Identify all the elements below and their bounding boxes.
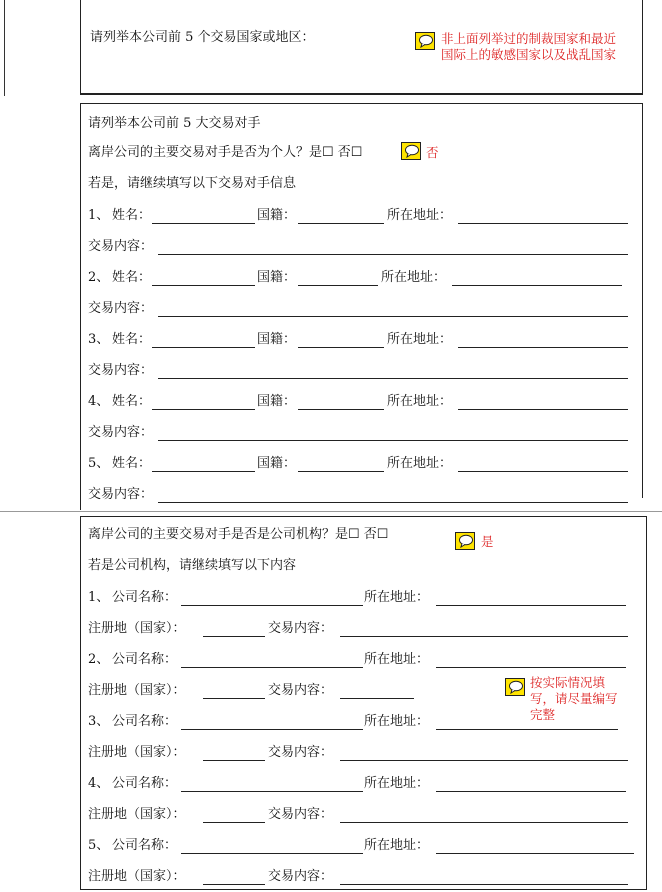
content-label: 交易内容： xyxy=(88,301,154,316)
content-field[interactable] xyxy=(340,822,628,823)
row-number: 5、 xyxy=(88,456,110,471)
company-field[interactable] xyxy=(181,791,363,792)
comment-bubble-icon xyxy=(401,142,421,160)
content-label: 交易内容： xyxy=(268,621,334,636)
section1-note-line1: 非上面列举过的制裁国家和最近 xyxy=(441,31,617,46)
nationality-field[interactable] xyxy=(298,285,378,286)
address-field[interactable] xyxy=(436,667,626,668)
content-field[interactable] xyxy=(158,440,628,441)
content-field[interactable] xyxy=(158,316,628,317)
address-label: 所在地址： xyxy=(364,776,430,791)
comment-bubble-icon xyxy=(455,532,475,550)
company-field[interactable] xyxy=(181,667,363,668)
comment-bubble-icon xyxy=(505,678,525,696)
content-label: 交易内容： xyxy=(268,869,334,884)
registry-label: 注册地（国家）： xyxy=(88,807,186,822)
nationality-field[interactable] xyxy=(298,223,384,224)
address-label: 所在地址： xyxy=(364,714,430,729)
row-number: 2、 xyxy=(88,270,110,285)
row-number: 4、 xyxy=(88,394,110,409)
section3-note2-line2: 写，请尽量编写 xyxy=(530,691,618,706)
row-number: 1、 xyxy=(88,208,110,223)
content-field[interactable] xyxy=(158,254,628,255)
address-label: 所在地址： xyxy=(381,270,447,285)
row-number: 3、 xyxy=(88,714,110,729)
company-field[interactable] xyxy=(181,729,363,730)
address-field[interactable] xyxy=(436,605,626,606)
content-label: 交易内容： xyxy=(88,239,154,254)
address-field[interactable] xyxy=(436,853,634,854)
section2-question: 离岸公司的主要交易对手是否为个人？是☐ 否☐ xyxy=(88,145,363,160)
address-field[interactable] xyxy=(452,285,622,286)
address-field[interactable] xyxy=(458,471,628,472)
nationality-label: 国籍： xyxy=(257,332,297,347)
section3-note2-line1: 按实际情况填 xyxy=(530,675,606,690)
section3-question: 离岸公司的主要交易对手是否是公司机构？是☐ 否☐ xyxy=(88,527,389,542)
address-label: 所在地址： xyxy=(364,590,430,605)
name-label: 姓名： xyxy=(112,270,152,285)
section2-instruction: 若是，请继续填写以下交易对手信息 xyxy=(88,176,297,191)
content-label: 交易内容： xyxy=(268,807,334,822)
content-label: 交易内容： xyxy=(88,425,154,440)
content-field[interactable] xyxy=(340,636,628,637)
company-label: 公司名称： xyxy=(112,776,178,791)
content-field[interactable] xyxy=(158,502,628,503)
name-field[interactable] xyxy=(152,223,255,224)
company-label: 公司名称： xyxy=(112,590,178,605)
content-field[interactable] xyxy=(340,760,628,761)
registry-label: 注册地（国家）： xyxy=(88,745,186,760)
content-label: 交易内容： xyxy=(88,363,154,378)
section1-note-line2: 国际上的敏感国家以及战乱国家 xyxy=(441,47,617,62)
company-field[interactable] xyxy=(181,853,363,854)
section2-box xyxy=(80,103,643,510)
address-label: 所在地址： xyxy=(387,394,453,409)
address-field[interactable] xyxy=(436,729,618,730)
name-field[interactable] xyxy=(152,409,255,410)
section3-note2-line3: 完整 xyxy=(530,707,556,722)
registry-field[interactable] xyxy=(203,636,265,637)
registry-label: 注册地（国家）： xyxy=(88,621,186,636)
company-label: 公司名称： xyxy=(112,652,178,667)
nationality-label: 国籍： xyxy=(257,456,297,471)
name-field[interactable] xyxy=(152,347,255,348)
nationality-field[interactable] xyxy=(298,347,384,348)
margin-line xyxy=(4,0,5,96)
company-field[interactable] xyxy=(181,605,363,606)
content-field[interactable] xyxy=(340,698,414,699)
content-field[interactable] xyxy=(340,884,628,885)
address-field[interactable] xyxy=(436,791,626,792)
company-label: 公司名称： xyxy=(112,838,178,853)
row-number: 1、 xyxy=(88,590,110,605)
row-number: 5、 xyxy=(88,838,110,853)
registry-label: 注册地（国家）： xyxy=(88,869,186,884)
row-number: 2、 xyxy=(88,652,110,667)
content-label: 交易内容： xyxy=(268,683,334,698)
nationality-label: 国籍： xyxy=(257,208,297,223)
row-number: 3、 xyxy=(88,332,110,347)
address-label: 所在地址： xyxy=(387,208,453,223)
address-label: 所在地址： xyxy=(387,332,453,347)
name-field[interactable] xyxy=(152,471,255,472)
address-label: 所在地址： xyxy=(364,652,430,667)
nationality-field[interactable] xyxy=(298,471,384,472)
name-label: 姓名： xyxy=(112,208,152,223)
address-label: 所在地址： xyxy=(387,456,453,471)
address-field[interactable] xyxy=(458,347,628,348)
address-field[interactable] xyxy=(458,223,628,224)
address-field[interactable] xyxy=(458,409,628,410)
row-number: 4、 xyxy=(88,776,110,791)
section3-instruction: 若是公司机构，请继续填写以下内容 xyxy=(88,558,297,573)
section2-note: 否 xyxy=(426,145,439,160)
nationality-field[interactable] xyxy=(298,409,384,410)
comment-bubble-icon xyxy=(415,32,435,50)
section1-question: 请列举本公司前 5 个交易国家或地区： xyxy=(90,30,315,45)
name-field[interactable] xyxy=(152,285,255,286)
address-label: 所在地址： xyxy=(364,838,430,853)
section2-title: 请列举本公司前 5 大交易对手 xyxy=(88,116,261,131)
registry-field[interactable] xyxy=(203,760,265,761)
registry-label: 注册地（国家）： xyxy=(88,683,186,698)
name-label: 姓名： xyxy=(112,332,152,347)
content-label: 交易内容： xyxy=(268,745,334,760)
divider xyxy=(0,511,662,512)
registry-field[interactable] xyxy=(203,698,265,699)
nationality-label: 国籍： xyxy=(257,394,297,409)
nationality-label: 国籍： xyxy=(257,270,297,285)
registry-field[interactable] xyxy=(203,884,265,885)
content-label: 交易内容： xyxy=(88,487,154,502)
registry-field[interactable] xyxy=(203,822,265,823)
section3-note: 是 xyxy=(481,534,494,549)
name-label: 姓名： xyxy=(112,456,152,471)
name-label: 姓名： xyxy=(112,394,152,409)
company-label: 公司名称： xyxy=(112,714,178,729)
content-field[interactable] xyxy=(158,378,628,379)
section2-right-border xyxy=(642,103,643,498)
